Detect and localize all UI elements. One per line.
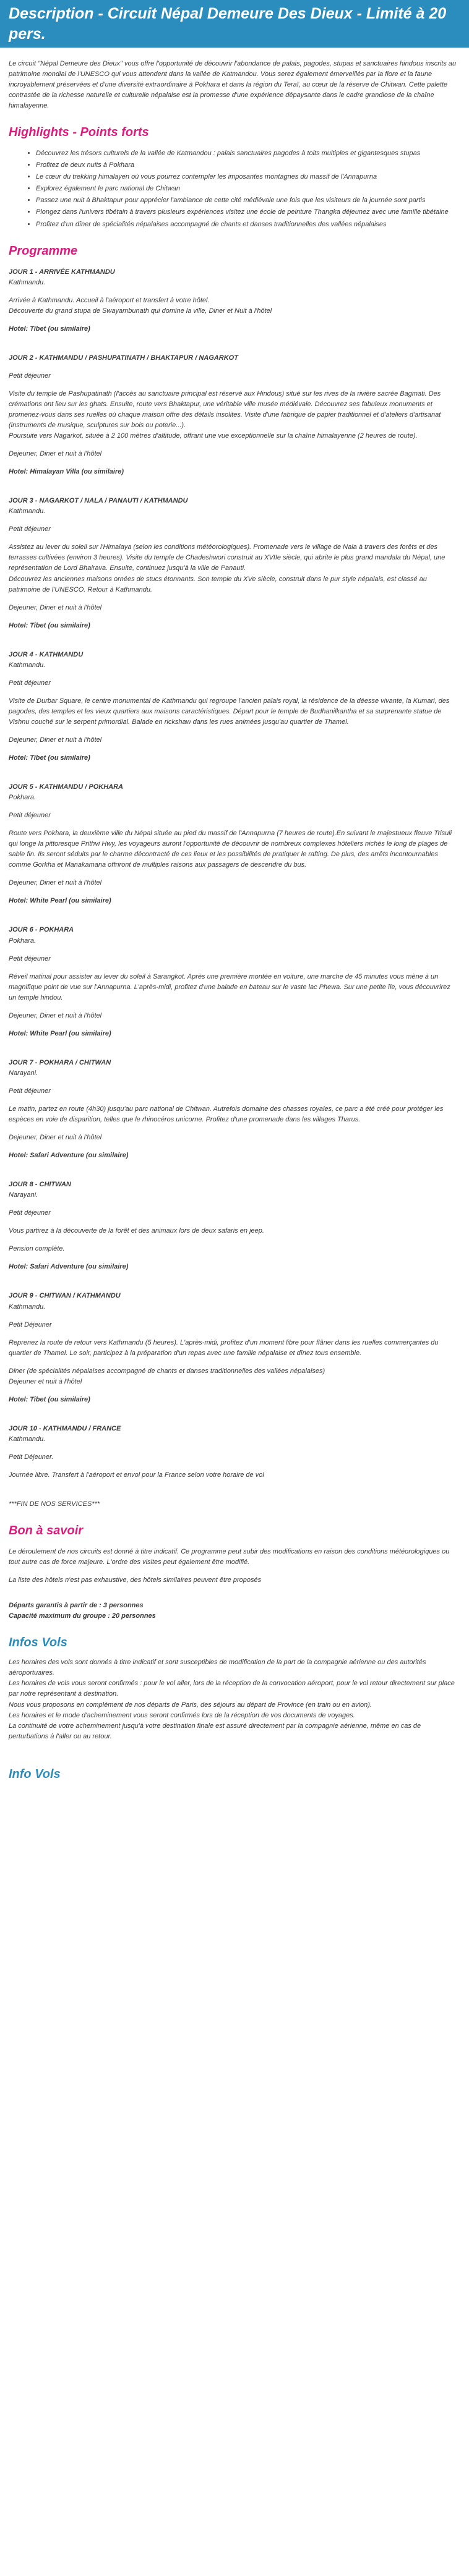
day-breakfast: Petit Déjeuner — [9, 1320, 52, 1328]
day-hotel: Hotel: Tibet (ou similaire) — [9, 1395, 90, 1403]
day-meals: Dejeuner, Diner et nuit à l'hôtel — [9, 1134, 102, 1142]
day-hotel: Hotel: Tibet (ou similaire) — [9, 325, 90, 333]
main-content — [0, 59, 469, 1782]
day-description-line: Assistez au lever du soleil sur l'Himalaya (selon les conditions météorologiques). Promenade vers le village de Nala à travers des forêts et des terrasses cultivées (environ 3 heures). Visite du temple de Chadeshwori construit au XVIIe siècle, qui abrite le plus grand mandala du Népal, une représentation de Lord Bhairava. Ensuite, continuez jusqu'à la ville de Panauti. — [9, 543, 445, 572]
day-breakfast: Petit déjeuner — [9, 372, 51, 380]
day-breakfast: Petit déjeuner — [9, 812, 51, 820]
day-title: JOUR 4 - KATHMANDU — [9, 650, 84, 658]
highlight-item: • Le cœur du trekking himalayen où vous pourrez contempler les imposantes montagnes du massif de l'Annapurna — [36, 172, 458, 182]
day-block — [9, 496, 458, 631]
day-block — [9, 267, 458, 334]
day-breakfast: Petit déjeuner — [9, 679, 51, 687]
info-vols-heading: Info Vols — [9, 1767, 61, 1781]
day-location: Pokhara. — [9, 794, 37, 802]
day-meals: Dejeuner, Diner et nuit à l'hôtel — [9, 1011, 102, 1019]
day-hotel: Hotel: Himalayan Villa (ou similaire) — [9, 468, 124, 476]
infos-vols-heading: Infos Vols — [9, 1636, 67, 1650]
day-block — [9, 925, 458, 1039]
day-description-line: Visite du temple de Pashupatinath (l'accès au sanctuaire principal est réservé aux Hindous) situé sur les rives de la rivière sacrée Bagmati. Des crémations ont lieu sur les ghats. Ensuite, route vers Bhaktapur, une véritable ville musée médiévale. Découvrez ses fabuleux monuments et promenez-vous dans ses ruelles où chaque maison offre des détails insolites. Visite d'une fabrique de papier traditionnel et d'ateliers d'artisanat (instruments de musique, sculptures sur bois ou poterie...). — [9, 389, 441, 430]
highlight-item: • Profitez de deux nuits à Pokhara — [36, 160, 458, 171]
day-description — [9, 542, 458, 595]
bon-a-savoir-section — [9, 1547, 458, 1586]
day-description-line: Le matin, partez en route (4h30) jusqu'au parc national de Chitwan. Autrefois domaine des chasses royales, ce parc a été créé pour protéger les espèces en voie de disparition, telles que le rhinocéros unicorne. Profitez d'une promenade dans les villages Tharus. — [9, 1105, 444, 1124]
day-location: Kathmandu. — [9, 508, 46, 516]
day-description-line: Poursuite vers Nagarkot, située à 2 100 mètres d'altitude, offrant une vue exceptionnelle sur la chaîne himalayenne (2 heures de route). — [9, 432, 418, 440]
flight-info-line: Les horaires des vols sont donnés à titre indicatif et sont susceptibles de modification de la part de la compagnie aérienne ou des autorités aéroportuaires. — [9, 1659, 426, 1677]
day-location: Kathmandu. — [9, 278, 46, 286]
programme-heading: Programme — [9, 244, 78, 258]
day-breakfast: Petit déjeuner — [9, 954, 51, 963]
page-title-banner — [0, 0, 469, 48]
day-description-line: Découvrez les anciennes maisons ornées de stucs étonnants. Son temple du XVe siècle, construit dans le pur style népalais, est classé au patrimoine de l'UNESCO. Retour à Kathmandu. — [9, 575, 427, 593]
day-description-line: Visite de Durbar Square, le centre monumental de Kathmandu qui regroupe l'ancien palais royal, la résidence de la déesse vivante, la Kumari, des pagodes, des temples et les vieux quartiers aux maisons caractéristiques. Départ pour le temple de Budhanilkantha et sa surprenante statue de Vishnu couché sur le serpent primordial. Balade en rickshaw dans les rues animées jusqu'au quartier de Thamel. — [9, 697, 450, 726]
highlight-item: • Passez une nuit à Bhaktapur pour apprécier l'ambiance de cette cité médiévale une fois que les visiteurs de la journée sont partis — [36, 195, 458, 206]
day-block — [9, 1180, 458, 1272]
day-hotel: Hotel: White Pearl (ou similaire) — [9, 1029, 111, 1037]
day-location: Narayani. — [9, 1069, 38, 1077]
day-title: JOUR 1 - ARRIVÉE KATHMANDU — [9, 268, 115, 276]
flight-info-line: La continuité de votre acheminement jusqu'à votre destination finale est assuré directement par la compagnie aérienne, même en cas de perturbations à l'aller ou au retour. — [9, 1722, 421, 1740]
bon-a-savoir-paragraph: Le déroulement de nos circuits est donné à titre indicatif. Ce programme peut subir des modifications en raison des conditions météorologiques ou tout autre cas de force majeure. L'ordre des visites peut également être modifié. — [9, 1548, 450, 1566]
intro-paragraph: Le circuit "Népal Demeure des Dieux" vous offre l'opportunité de découvrir l'abondance de palais, pagodes, stupas et sanctuaires hindous inscrits au patrimoine mondial de l'UNESCO qui vous attendent dans la vallée de Katmandou. Vous serez également émerveillés par la flore et la faune incroyablement préservées et d'une diversité extraordinaire à Pokhara et dans la région du Teraï, au cœur de la réserve de Chitwan. Cette palette contrastée de la richesse naturelle et culturelle népalaise est la promesse d'une expérience dépaysante dans le cadre grandiose de la chaîne himalayenne. — [9, 60, 457, 110]
group-stats — [9, 1600, 458, 1622]
infos-vols-section — [9, 1657, 458, 1741]
day-meals: Dejeuner, Diner et nuit à l'hôtel — [9, 603, 102, 611]
day-description — [9, 1226, 458, 1236]
day-hotel: Hotel: Safari Adventure (ou similaire) — [9, 1152, 129, 1160]
day-title: JOUR 6 - POKHARA — [9, 926, 74, 934]
highlight-item: • Profitez d'un dîner de spécialités népalaises accompagné de chants et danses traditionnelles des vallées népalaises — [36, 219, 458, 230]
day-meals: Dejeuner, Diner et nuit à l'hôtel — [9, 450, 102, 458]
day-description-line: Arrivée à Kathmandu. Accueil à l'aéroport et transfert à votre hôtel. — [9, 296, 210, 304]
day-description-line: Découverte du grand stupa de Swayambunath qui domine la ville, Diner et Nuit à l'hôtel — [9, 307, 272, 315]
end-of-services-note: ***FIN DE NOS SERVICES*** — [9, 1500, 100, 1508]
day-title: JOUR 2 - KATHMANDU / PASHUPATINATH / BHAKTAPUR / NAGARKOT — [9, 354, 238, 362]
day-title: JOUR 5 - KATHMANDU / POKHARA — [9, 783, 123, 791]
day-block — [9, 353, 458, 477]
day-block — [9, 782, 458, 906]
highlights-heading: Highlights - Points forts — [9, 125, 149, 140]
day-description-line: Route vers Pokhara, la deuxième ville du Népal située au pied du massif de l'Annapurna (7 heures de route).En suivant le majestueux fleuve Trisuli qui longe la pittoresque Prithvi Hwy, les voyageurs auront l'opportunité de découvrir de nombreux complexes hôteliers nichés le long de plages de sable fin. Ils seront séduits par le charme décontracté de ces lieux et les possibilités de pratiquer le rafting. De plus, des arrêts incontournables comme Gorkha et Manakamana offriront de multiples raisons aux passagers de descendre du bus. — [9, 830, 452, 869]
day-hotel: Hotel: Tibet (ou similaire) — [9, 621, 90, 629]
day-location: Narayani. — [9, 1191, 38, 1199]
day-breakfast: Petit Déjeuner. — [9, 1453, 54, 1461]
day-block — [9, 1291, 458, 1405]
day-location: Kathmandu. — [9, 1303, 46, 1311]
day-meals: Pension complète. — [9, 1245, 65, 1253]
highlight-item: • Découvrez les trésors culturels de la vallée de Katmandou : palais sanctuaires pagodes à toits multiples et gigantesques stupas — [36, 148, 458, 159]
bon-a-savoir-paragraph: La liste des hôtels n'est pas exhaustive, des hôtels similaires peuvent être proposés — [9, 1576, 262, 1584]
day-description — [9, 1338, 458, 1359]
flight-info-line: Les horaires de vols vous seront confirmés : pour le vol aller, lors de la réception de la convocation aéroport, pour le vol retour directement sur place par notre représentant à destination. — [9, 1680, 455, 1698]
day-hotel: Hotel: White Pearl (ou similaire) — [9, 897, 111, 905]
day-description — [9, 295, 458, 317]
bon-a-savoir-heading: Bon à savoir — [9, 1524, 84, 1538]
day-location: Kathmandu. — [9, 661, 46, 669]
day-hotel: Hotel: Tibet (ou similaire) — [9, 754, 90, 762]
day-description — [9, 696, 458, 728]
flight-info-line: Nous vous proposons en complément de nos départs de Paris, des séjours au départ de Province (en train ou en avion). — [9, 1701, 372, 1709]
day-description-line: Réveil matinal pour assister au lever du soleil à Sarangkot. Après une première montée en voiture, une marche de 45 minutes vous mène à un magnifique point de vue sur l'Annapurna. L'après-midi, profitez d'une balade en bateau sur le vaste lac Phewa. Sur une petite île, vous découvrirez un temple hindou. — [9, 972, 450, 1001]
day-breakfast: Petit déjeuner — [9, 525, 51, 533]
day-block — [9, 650, 458, 763]
day-description — [9, 1104, 458, 1125]
departures-guaranteed: Départs garantis à partir de : 3 personnes — [9, 1602, 144, 1610]
day-location: Pokhara. — [9, 937, 37, 945]
day-location: Kathmandu. — [9, 1435, 46, 1443]
day-description — [9, 972, 458, 1003]
day-breakfast: Petit déjeuner — [9, 1087, 51, 1095]
day-title: JOUR 7 - POKHARA / CHITWAN — [9, 1058, 111, 1066]
day-description-line: Reprenez la route de retour vers Kathmandu (5 heures). L'après-midi, profitez d'un moment libre pour flâner dans les ruelles commerçantes du quartier de Thamel. Le soir, participez à la préparation d'un repas avec une famille népalaise et dînez tous ensemble. — [9, 1338, 439, 1357]
day-block — [9, 1058, 458, 1161]
day-block — [9, 1424, 458, 1481]
day-title: JOUR 3 - NAGARKOT / NALA / PANAUTI / KATHMANDU — [9, 497, 188, 505]
day-title: JOUR 10 - KATHMANDU / FRANCE — [9, 1424, 121, 1432]
day-breakfast: Petit déjeuner — [9, 1209, 51, 1217]
day-description-line: Journée libre. Transfert à l'aéroport et envol pour la France selon votre horaire de vol — [9, 1471, 264, 1479]
highlights-list — [9, 148, 458, 229]
highlight-item: • Explorez également le parc national de Chitwan — [36, 184, 458, 194]
day-hotel: Hotel: Safari Adventure (ou similaire) — [9, 1263, 129, 1271]
flight-info-line: Les horaires et le mode d'acheminement vous seront confirmés lors de la réception de vos documents de voyages. — [9, 1711, 355, 1719]
day-description-line: Vous partirez à la découverte de la forêt et des animaux lors de deux safaris en jeep. — [9, 1227, 264, 1235]
day-description — [9, 828, 458, 870]
day-description — [9, 389, 458, 441]
programme-days — [9, 267, 458, 1481]
highlight-item: • Plongez dans l'univers tibétain à travers plusieurs expériences visitez une école de peinture Thangka déjeunez avec une famille tibétaine — [36, 207, 458, 218]
day-meals: Diner (de spécialités népalaises accompagné de chants et danses traditionnelles des vallées népalaises) Dejeuner et nuit à l'hôtel — [9, 1367, 325, 1385]
day-title: JOUR 8 - CHITWAN — [9, 1181, 71, 1189]
day-meals: Dejeuner, Diner et nuit à l'hôtel — [9, 736, 102, 744]
day-title: JOUR 9 - CHITWAN / KATHMANDU — [9, 1292, 121, 1300]
day-meals: Dejeuner, Diner et nuit à l'hôtel — [9, 879, 102, 887]
page-title: Description - Circuit Népal Demeure Des Dieux - Limité à 20 pers. — [9, 5, 447, 43]
day-description — [9, 1470, 458, 1481]
group-capacity: Capacité maximum du groupe : 20 personnes — [9, 1612, 156, 1620]
